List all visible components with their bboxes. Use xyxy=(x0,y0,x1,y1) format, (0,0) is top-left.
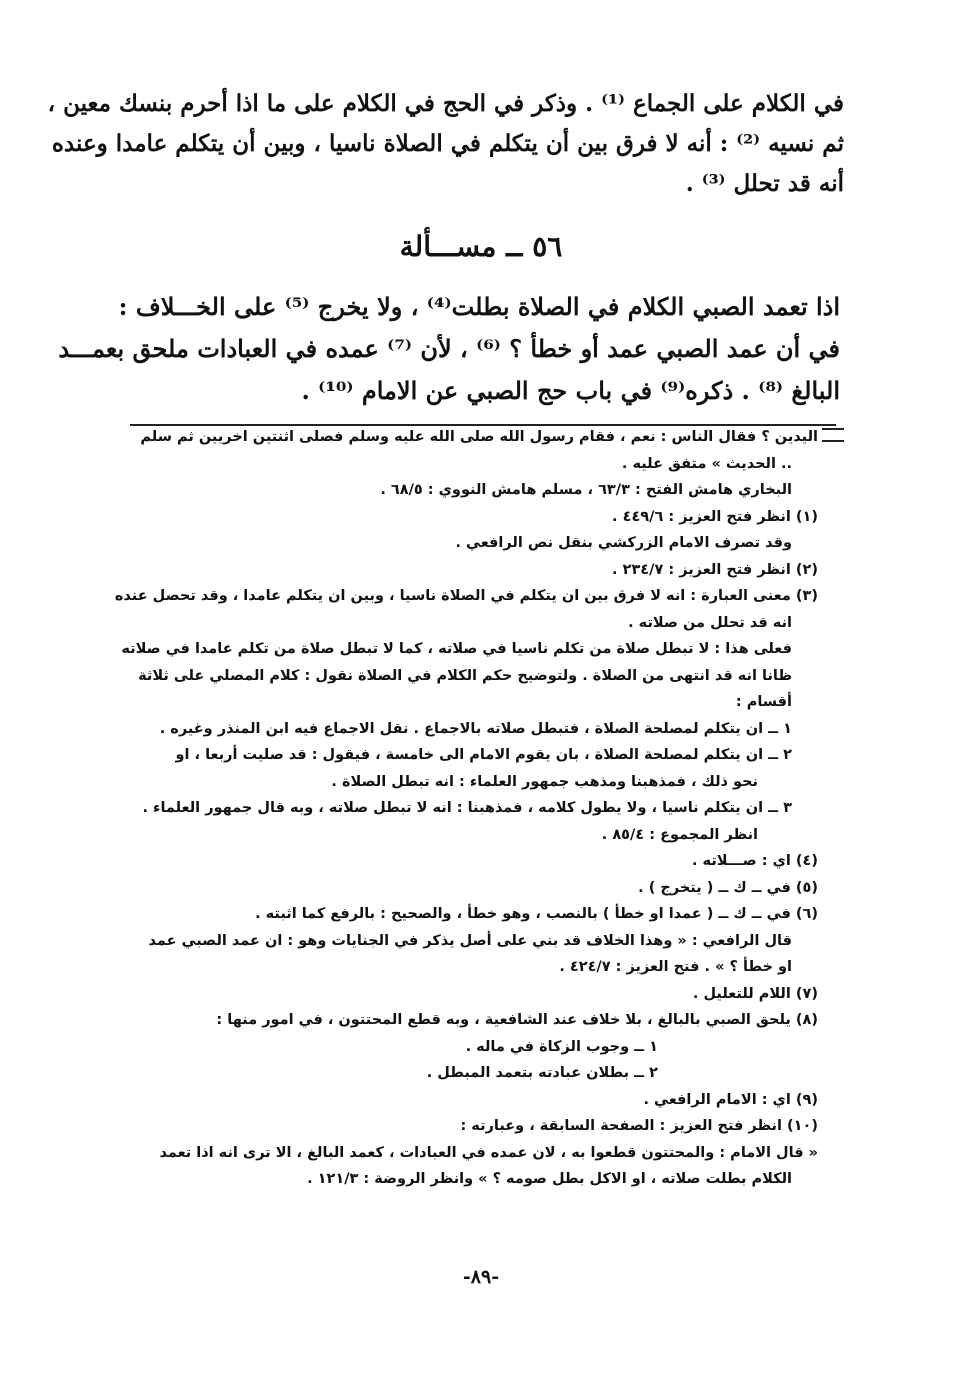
issue-text-line: البالغ ⁽⁸⁾ . ذكره⁽⁹⁾ في باب حج الصبي عن الامام ⁽¹⁰⁾ . xyxy=(301,376,840,405)
footnote-line: .. الحديث » متفق عليه . xyxy=(621,455,792,472)
footnote-line: او خطأ ؟ » . فتح العزيز : ٤٢٤/٧ . xyxy=(559,959,792,975)
footnote-line: ١ ــ وجوب الزكاة في ماله . xyxy=(465,1038,658,1055)
footnote-line: الكلام بطلت صلاته ، او الاكل بطل صومه ؟ » وانظر الروضة : ١٢١/٣ . xyxy=(307,1171,792,1187)
footnote-line: ١ ــ ان يتكلم لمصلحة الصلاة ، فتبطل صلاته بالاجماع . نقل الاجماع فيه ابن المنذر وغيره . xyxy=(159,720,792,737)
footnote-line: أقسام : xyxy=(735,694,792,710)
footnote-line: ٢ ــ ان يتكلم لمصلحة الصلاة ، بان يقوم الامام الى خامسة ، فيقول : قد صليت أربعا ، او xyxy=(175,747,792,763)
main-text-line: أنه قد تحلل ⁽³⁾ . xyxy=(685,170,844,197)
footnote-line: وقد تصرف الامام الزركشي بنقل نص الرافعي . xyxy=(455,535,792,551)
issue-text-line: في أن عمد الصبي عمد أو خطأ ؟ ⁽⁶⁾ ، لأن ⁽⁷⁾ عمده في العبادات ملحق بعمـــد xyxy=(58,334,840,363)
footnote-line: فعلى هذا : لا تبطل صلاة من تكلم ناسيا في صلاته ، كما لا تبطل صلاة من تكلم عامدا في صلاته xyxy=(121,641,792,657)
footnotes-block xyxy=(114,424,818,1193)
footnote-line: البخاري هامش الفتح : ٦٣/٣ ، مسلم هامش النووي : ٦٨/٥ . xyxy=(380,482,792,498)
footnote-line: ظانا انه قد انتهى من الصلاة . ولتوضيح حكم الكلام في الصلاة نقول : كلام المصلي على ثلاثة xyxy=(138,667,792,684)
footnote-line: (٩) اي : الامام الرافعي . xyxy=(643,1091,818,1108)
issue-heading: ٥٦ ــ مســـألة xyxy=(399,230,563,263)
footnote-line: (١٠) انظر فتح العزيز : الصفحة السابقة ، وعبارته : xyxy=(460,1118,818,1134)
page-number: -٨٩- xyxy=(462,1266,500,1288)
footnote-line: (٢) انظر فتح العزيز : ٢٣٤/٧ . xyxy=(612,561,818,578)
footnote-line: (٤) اي : صـــلاته . xyxy=(691,853,818,869)
footnote-line: قال الرافعي : « وهذا الخلاف قد بني على أصل يذكر في الجنايات وهو : ان عمد الصبي عمد xyxy=(148,932,792,949)
main-text-line: ثم نسيه ⁽²⁾ : أنه لا فرق بين أن يتكلم في الصلاة ناسيا ، وبين أن يتكلم عامدا وعنده xyxy=(51,130,844,157)
main-text-line: في الكلام على الجماع ⁽¹⁾ . وذكر في الحج في الكلام على ما اذا أحرم بنسك معين ، xyxy=(47,90,844,117)
footnote-line: (٨) يلحق الصبي بالبالغ ، بلا خلاف عند الشافعية ، وبه قطع المحتتون ، في امور منها : xyxy=(216,1012,818,1028)
footnote-line: (١) انظر فتح العزيز : ٤٤٩/٦ . xyxy=(612,508,818,525)
footnote-continuation-mark xyxy=(822,428,844,442)
footnote-line: (٧) اللام للتعليل . xyxy=(692,985,818,1002)
footnote-line: « قال الامام : والمحتتون قطعوا به ، لان عمده في العبادات ، كعمد البالغ ، الا ترى انه اذا تعمد xyxy=(159,1144,818,1161)
footnote-line: نحو ذلك ، فمذهبنا ومذهب جمهور العلماء : انه تبطل الصلاة . xyxy=(331,773,758,790)
issue-text-block xyxy=(58,286,840,412)
footnote-line: (٦) في ــ ك ــ ( عمدا او خطأ ) بالنصب ، وهو خطأ ، والصحيح : بالرفع كما اثبته . xyxy=(255,906,818,922)
issue-text-line: اذا تعمد الصبي الكلام في الصلاة بطلت⁽⁴⁾ ، ولا يخرج ⁽⁵⁾ على الخـــلاف : xyxy=(118,292,840,321)
footnote-line: (٥) في ــ ك ــ ( يتخرج ) . xyxy=(638,879,818,896)
main-text-block xyxy=(47,84,844,204)
footnote-line: ٣ ــ ان يتكلم ناسيا ، ولا يطول كلامه ، فمذهبنا : انه لا تبطل صلاته ، وبه قال جمهور العلماء . xyxy=(142,800,792,816)
footnote-line: ٢ ــ بطلان عبادته بتعمد المبطل . xyxy=(426,1065,658,1081)
footnote-line: (٣) معنى العبارة : انه لا فرق بين ان يتكلم في الصلاة ناسيا ، وبين ان يتكلم عامدا ، وقد تحصل عنده xyxy=(114,588,818,604)
footnote-line: اليدين ؟ فقال الناس : نعم ، فقام رسول الله صلى الله عليه وسلم فصلى اثنتين اخريين ثم سلم xyxy=(140,429,818,445)
footnote-line: انظر المجموع : ٨٥/٤ . xyxy=(601,826,758,843)
footnote-line: انه قد تحلل من صلاته . xyxy=(628,614,792,631)
